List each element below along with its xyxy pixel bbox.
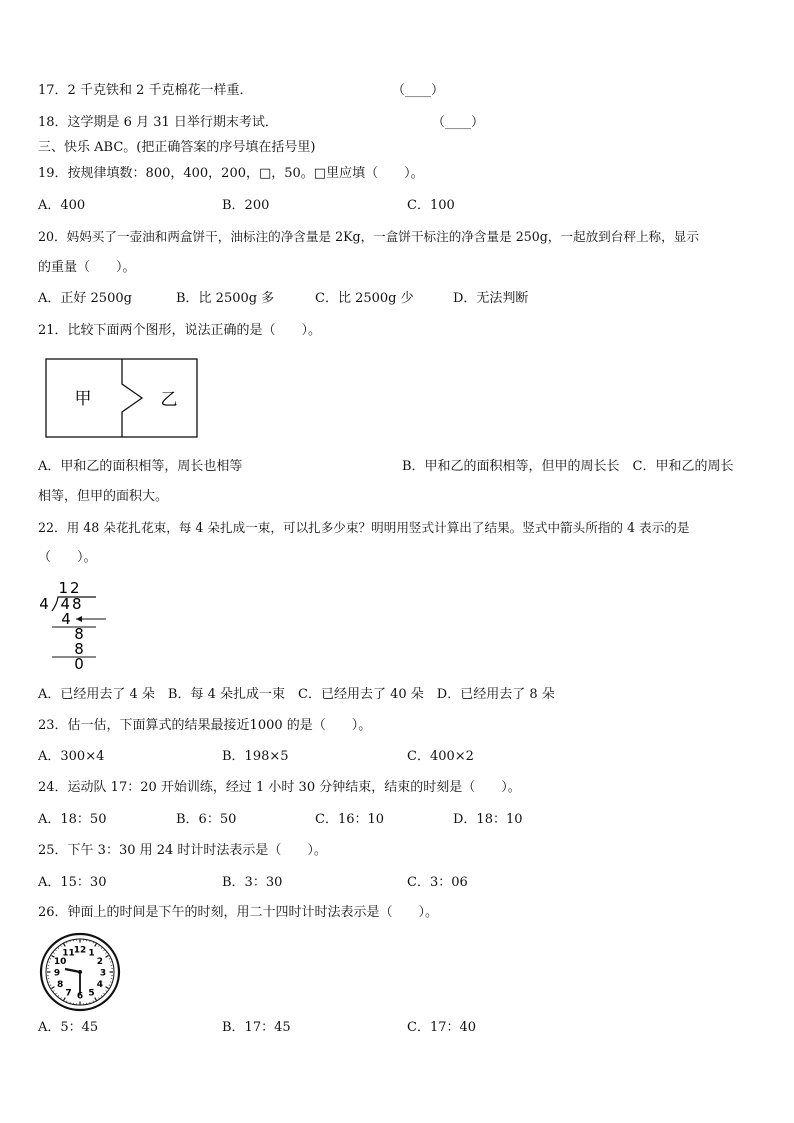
figure-divider bbox=[122, 359, 142, 437]
clock-tick bbox=[101, 995, 102, 996]
clock-tick bbox=[58, 995, 59, 996]
clock-tick bbox=[109, 985, 110, 986]
q24-text: 24．运动队 17：20 开始训练，经过 1 小时 30 分钟结束，结束的时刻是（ ）。 bbox=[38, 780, 521, 795]
q21-figure bbox=[45, 358, 199, 440]
clock-number: 4 bbox=[96, 980, 104, 990]
clock-tick bbox=[106, 956, 109, 958]
q20-text-line1: 20．妈妈买了一壶油和两盒饼干，油标注的净含量是 2Kg，一盒饼干标注的净含量是 250g，一起放到台秤上称，显示 bbox=[38, 229, 699, 244]
q17-answer-blank[interactable]: （____） bbox=[392, 83, 445, 98]
q23-text: 23．估一估，下面算式的结果最接近1000 的是（ ）。 bbox=[38, 718, 372, 733]
clock-tick bbox=[95, 998, 97, 1001]
clock-tick bbox=[99, 997, 100, 998]
clock-number: 3 bbox=[99, 968, 107, 979]
q20-option-a[interactable]: A．正好 2500g bbox=[38, 291, 132, 306]
q17-text: 17．2 千克铁和 2 千克棉花一样重． bbox=[38, 83, 253, 98]
q24-option-a[interactable]: A．18：50 bbox=[38, 812, 107, 827]
q19-option-c[interactable]: C．100 bbox=[407, 198, 455, 213]
clock-tick bbox=[51, 987, 54, 989]
q25-option-b[interactable]: B．3：30 bbox=[222, 875, 283, 890]
clock-tick bbox=[58, 947, 59, 948]
clock-tick bbox=[55, 993, 56, 994]
q21-option-bc[interactable]: B．甲和乙的面积相等，但甲的周长长 C．甲和乙的周长 bbox=[402, 459, 734, 474]
clock-number: 6 bbox=[76, 991, 84, 1002]
clock-tick bbox=[55, 950, 56, 951]
q20-option-b[interactable]: B．比 2500g 多 bbox=[176, 291, 275, 306]
q22-text-line2: （ ）。 bbox=[38, 550, 97, 565]
q23-option-a[interactable]: A．300×4 bbox=[38, 749, 105, 764]
clock-tick bbox=[93, 942, 94, 943]
long-division-figure bbox=[34, 578, 114, 672]
q18-text: 18．这学期是 6 月 31 日举行期末考试． bbox=[38, 115, 278, 130]
q19-option-b[interactable]: B．200 bbox=[222, 198, 270, 213]
q20-option-d[interactable]: D．无法判断 bbox=[453, 291, 529, 306]
clock-tick bbox=[64, 943, 66, 946]
q19-option-a[interactable]: A．400 bbox=[38, 198, 86, 213]
figure-label-jia: 甲 bbox=[74, 389, 92, 409]
division-remainder: 0 bbox=[74, 655, 84, 672]
q26-option-c[interactable]: C．17：40 bbox=[407, 1020, 477, 1035]
division-step1: 4 bbox=[61, 610, 71, 628]
clock-tick bbox=[61, 997, 62, 998]
section-heading: 三、快乐 ABC。(把正确答案的序号填在括号里) bbox=[38, 140, 316, 155]
clock-tick bbox=[101, 947, 102, 948]
q26-option-b[interactable]: B．17：45 bbox=[222, 1020, 291, 1035]
q24-option-d[interactable]: D．18：10 bbox=[453, 812, 523, 827]
q20-text-line2: 的重量（ ）。 bbox=[38, 260, 136, 275]
clock-hour-hand bbox=[65, 969, 80, 972]
clock-number: 5 bbox=[88, 988, 95, 999]
q18-answer-blank[interactable]: （____） bbox=[432, 115, 485, 130]
clock-number: 7 bbox=[65, 988, 72, 999]
clock-number: 8 bbox=[56, 980, 64, 990]
q26-text: 26．钟面上的时间是下午的时刻，用二十四时计时法表示是（ ）。 bbox=[38, 905, 439, 920]
division-step3: 8 bbox=[74, 640, 84, 658]
clock-tick bbox=[50, 959, 51, 960]
q26-option-a[interactable]: A．5：45 bbox=[38, 1020, 99, 1035]
q25-option-a[interactable]: A．15：30 bbox=[38, 875, 107, 890]
q20-option-c[interactable]: C．比 2500g 少 bbox=[315, 291, 414, 306]
clock-tick bbox=[67, 942, 68, 943]
division-step2: 8 bbox=[74, 625, 84, 643]
clock-center bbox=[78, 970, 82, 974]
clock-tick bbox=[95, 943, 97, 946]
clock-tick bbox=[99, 945, 100, 946]
clock-tick bbox=[61, 945, 62, 946]
q23-option-b[interactable]: B．198×5 bbox=[222, 749, 289, 764]
q21-text: 21．比较下面两个图形，说法正确的是（ ）。 bbox=[38, 323, 322, 338]
q22-text-line1: 22．用 48 朵花扎花束，每 4 朵扎成一束，可以扎多少束？明明用竖式计算出了结果。竖式中箭头所指的 4 表示的是 bbox=[38, 520, 690, 535]
clock-tick bbox=[103, 950, 104, 951]
q22-options[interactable]: A．已经用去了 4 朵 B．每 4 朵扎成一束 C．已经用去了 40 朵 D．已经用去了 8 朵 bbox=[38, 687, 555, 702]
clock-tick bbox=[93, 1001, 94, 1002]
division-dividend: 48 bbox=[60, 595, 84, 613]
figure-label-yi: 乙 bbox=[160, 390, 178, 410]
q19-text: 19．按规律填数：800，400，200，□，50。□里应填（ ）。 bbox=[38, 166, 424, 181]
q23-option-c[interactable]: C．400×2 bbox=[407, 749, 474, 764]
division-divisor: 4 bbox=[39, 595, 49, 613]
q25-text: 25．下午 3：30 用 24 时计时法表示是（ ）。 bbox=[38, 843, 327, 858]
clock-face-figure bbox=[39, 932, 121, 1012]
q21-option-c-cont: 相等，但甲的面积大。 bbox=[38, 489, 169, 504]
clock-tick bbox=[103, 993, 104, 994]
q24-option-b[interactable]: B．6：50 bbox=[176, 812, 237, 827]
q21-option-a[interactable]: A．甲和乙的面积相等，周长也相等 bbox=[38, 459, 243, 474]
division-arrowhead bbox=[76, 616, 82, 622]
clock-tick bbox=[109, 959, 110, 960]
clock-number: 2 bbox=[96, 957, 104, 967]
clock-tick bbox=[53, 991, 54, 992]
clock-number: 1 bbox=[88, 948, 95, 959]
clock-tick bbox=[53, 953, 54, 954]
division-quotient: 12 bbox=[58, 579, 82, 597]
clock-tick bbox=[67, 1001, 68, 1002]
clock-number: 12 bbox=[73, 945, 87, 956]
clock-tick bbox=[105, 953, 106, 954]
q24-option-c[interactable]: C．16：10 bbox=[315, 812, 385, 827]
clock-number: 10 bbox=[53, 957, 67, 967]
clock-number: 9 bbox=[53, 968, 61, 979]
clock-tick bbox=[106, 987, 109, 989]
q25-option-c[interactable]: C．3：06 bbox=[407, 875, 468, 890]
clock-tick bbox=[105, 991, 106, 992]
clock-tick bbox=[50, 985, 51, 986]
clock-number: 11 bbox=[62, 948, 75, 959]
